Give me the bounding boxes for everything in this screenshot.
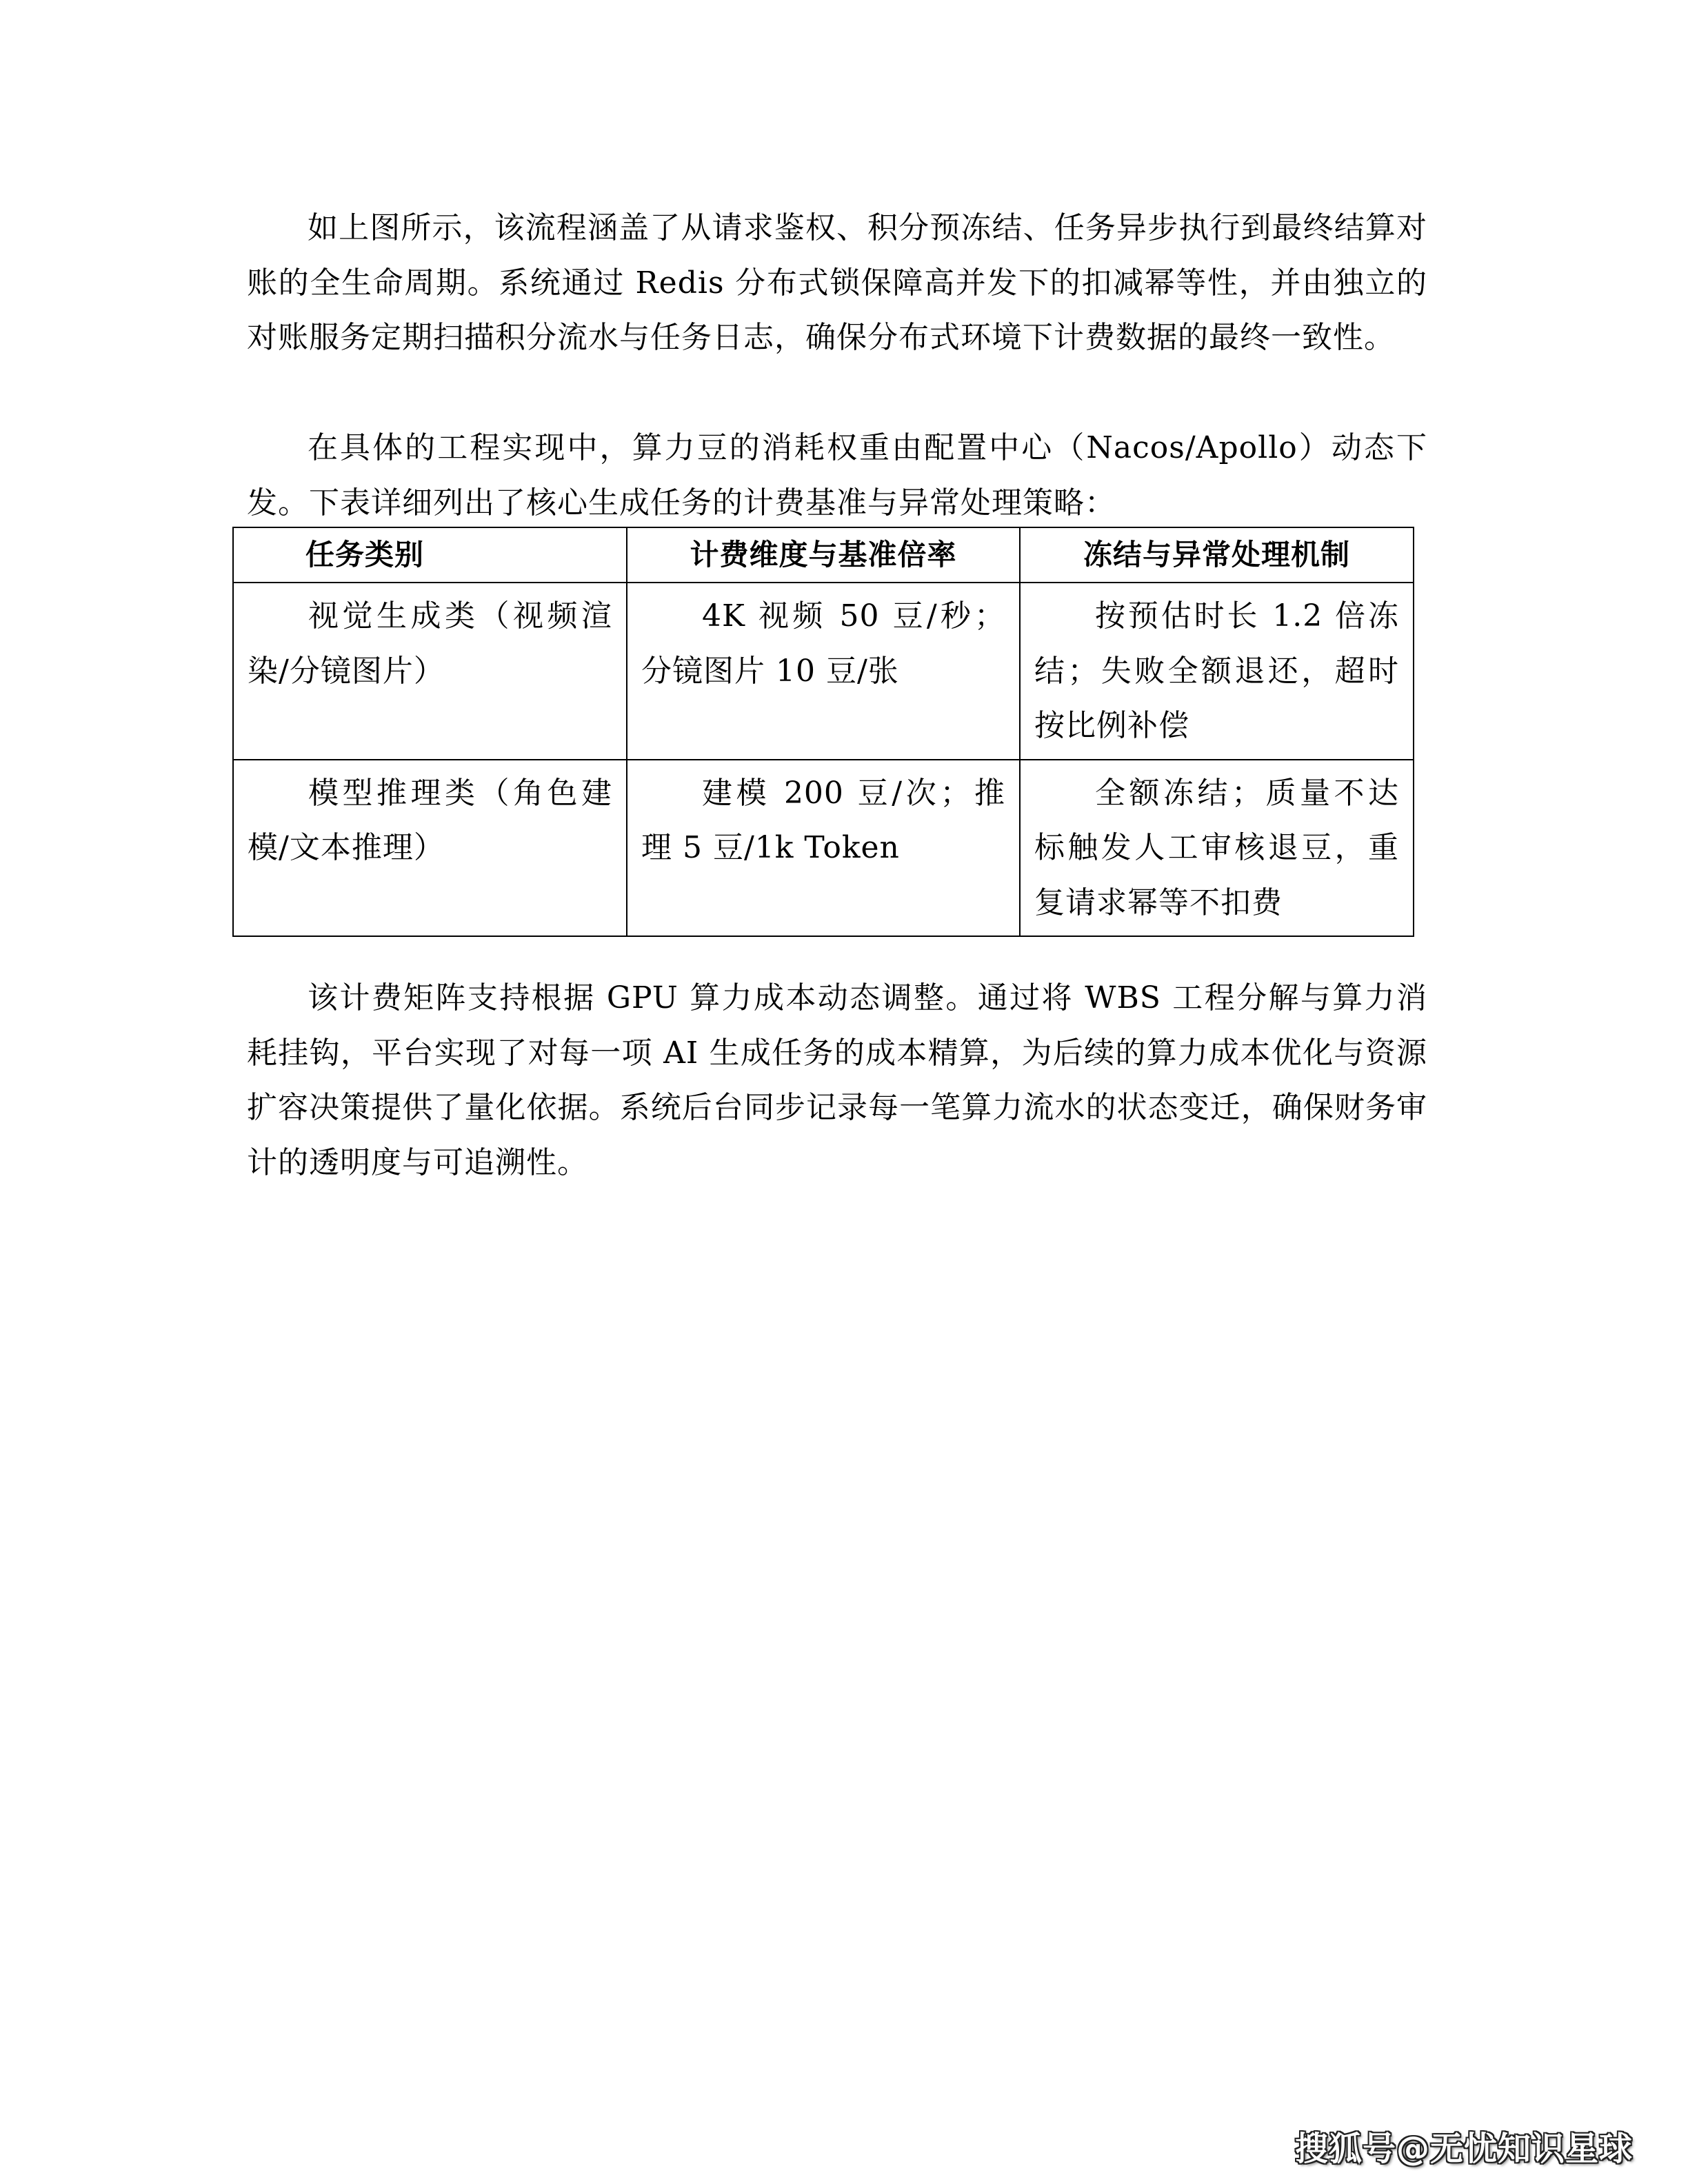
table-row — [233, 583, 1414, 760]
table-cell: 视觉生成类（视频渲染/分镜图片） — [233, 583, 627, 760]
table-cell: 模型推理类（角色建模/文本推理） — [233, 760, 627, 937]
paragraph-process-overview: 如上图所示，该流程涵盖了从请求鉴权、积分预冻结、任务异步执行到最终结算对账的全生命周期。系统通过 Redis 分布式锁保障高并发下的扣减幂等性，并由独立的对账服务定期扫描积分流水与任务日志，确保分布式环境下计费数据的最终一致性。 — [247, 210, 1427, 355]
table-header-row — [233, 527, 1414, 583]
header-billing-dimension: 计费维度与基准倍率 — [627, 527, 1020, 583]
billing-table — [232, 527, 1414, 937]
header-task-category: 任务类别 — [233, 527, 627, 583]
table-cell: 全额冻结；质量不达标触发人工审核退豆，重复请求幂等不扣费 — [1020, 760, 1414, 937]
watermark: 搜狐号@无忧知识星球 — [1294, 2130, 1633, 2168]
table-cell: 建模 200 豆/次；推理 5 豆/1k Token — [627, 760, 1020, 937]
table-cell: 4K 视频 50 豆/秒；分镜图片 10 豆/张 — [627, 583, 1020, 760]
table-cell: 按预估时长 1.2 倍冻结；失败全额退还，超时按比例补偿 — [1020, 583, 1414, 760]
table-row — [233, 760, 1414, 937]
paragraph-billing-matrix: 该计费矩阵支持根据 GPU 算力成本动态调整。通过将 WBS 工程分解与算力消耗挂钩，平台实现了对每一项 AI 生成任务的成本精算，为后续的算力成本优化与资源扩容决策提供了量化依据。系统后台同步记录每一笔算力流水的状态变迁，确保财务审计的透明度与可追溯性。 — [247, 980, 1427, 1180]
header-freeze-mechanism: 冻结与异常处理机制 — [1020, 527, 1414, 583]
paragraph-config-intro: 在具体的工程实现中，算力豆的消耗权重由配置中心（Nacos/Apollo）动态下发。下表详细列出了核心生成任务的计费基准与异常处理策略： — [247, 430, 1427, 520]
